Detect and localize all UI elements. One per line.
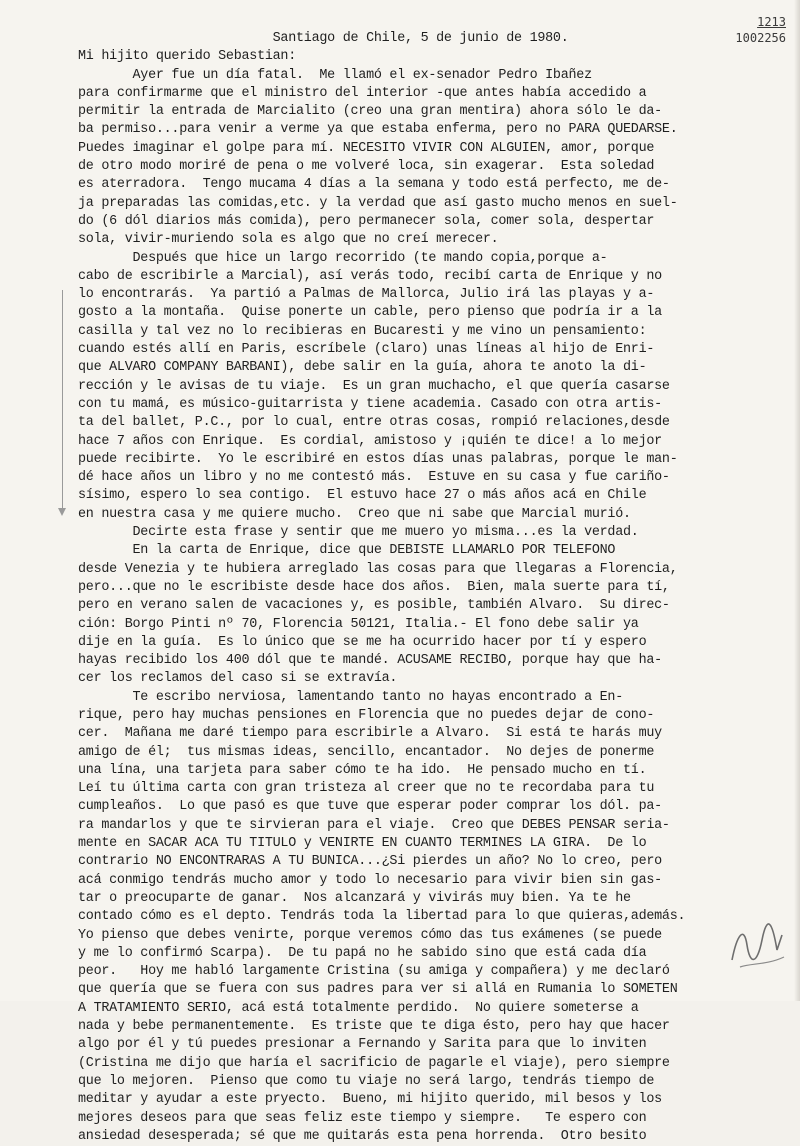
letter-line: rección y le avisas de tu viaje. Es un gran muchacho, el que quería casarse xyxy=(78,378,670,394)
archive-ref-top: 1213 xyxy=(757,15,786,29)
letter-line: Puedes imaginar el golpe para mí. NECESITO VIVIR CON ALGUIEN, amor, porque xyxy=(78,140,655,156)
letter-line: Leí tu última carta con gran tristeza al creer que no te recordaba para tu xyxy=(78,781,655,797)
letter-line: ta del ballet, P.C., por lo cual, entre otras cosas, rompió relaciones,desde xyxy=(78,415,670,431)
letter-line: A TRATAMIENTO SERIO, acá está totalmente perdido. No quiere someterse a xyxy=(78,1000,639,1016)
handwritten-signature xyxy=(722,905,792,975)
letter-line: pero...que no le escribiste desde hace dos años. Bien, mala suerte para tí, xyxy=(78,579,670,595)
letter-line: una lína, una tarjeta para saber cómo te ha ido. He pensado mucho en tí. xyxy=(78,762,647,778)
letter-line: Santiago de Chile, 5 de junio de 1980. xyxy=(78,31,569,46)
letter-line: ja preparadas las comidas,etc. y la verdad que así gasto mucho menos en suel- xyxy=(78,195,678,211)
letter-line: casilla y tal vez no lo recibieras en Bucaresti y me vino un pensamiento: xyxy=(78,323,647,339)
letter-line: cabo de escribirle a Marcial), así verás todo, recibí carta de Enrique y no xyxy=(78,268,662,284)
letter-line: en nuestra casa y me quiere mucho. Creo que ni sabe que Marcial murió. xyxy=(78,506,631,522)
letter-line: ra mandarlos y que te sirvieran para el viaje. Creo que DEBES PENSAR seria- xyxy=(78,817,670,833)
letter-line: do (6 dól diarios más comida), pero permanecer sola, comer sola, despertar xyxy=(78,213,655,229)
letter-line: de otro modo moriré de pena o me volveré loca, sin exagerar. Esta soledad xyxy=(78,159,655,175)
letter-line: desde Venezia y te hubiera arreglado las cosas para que llegaras a Florencia, xyxy=(78,561,678,577)
letter-line: Yo pienso que debes venirte, porque veremos cómo das tus exámenes (se puede xyxy=(78,927,662,943)
letter-line: acá conmigo tendrás mucho amor y todo lo necesario para vivir bien sin gas- xyxy=(78,872,662,888)
letter-line: mente en SACAR ACA TU TITULO y VENIRTE EN CUANTO TERMINES LA GIRA. De lo xyxy=(78,836,647,852)
letter-line: mejores deseos para que seas feliz este tiempo y siempre. Te espero con xyxy=(78,1110,647,1126)
letter-line: peor. Hoy me habló largamente Cristina (su amiga y compañera) y me declaró xyxy=(78,964,670,980)
letter-line: Después que hice un largo recorrido (te mando copia,porque a- xyxy=(78,250,608,266)
letter-line: cer los reclamos del caso si se extravía. xyxy=(78,671,398,687)
letter-line: sísimo, espero lo sea contigo. El estuvo hace 27 o más años acá en Chile xyxy=(78,488,647,504)
letter-line: dije en la guía. Es lo único que se me ha ocurrido hacer por tí y espero xyxy=(78,634,647,650)
letter-line: algo por él y tú puedes presionar a Fernando y Sarita para que lo inviten xyxy=(78,1037,647,1053)
letter-line: lo encontrarás. Ya partió a Palmas de Mallorca, Julio irá las playas y a- xyxy=(78,287,655,303)
letter-line: sola, vivir-muriendo sola es algo que no creí merecer. xyxy=(78,232,499,248)
page-edge-shadow xyxy=(794,0,800,1001)
letter-line: gosto a la montaña. Quise ponerte un cable, pero pienso que podría ir a la xyxy=(78,305,662,321)
letter-line: es aterradora. Tengo mucama 4 días a la semana y todo está perfecto, me de- xyxy=(78,177,670,193)
letter-line: para confirmarme que el ministro del interior -que antes había accedido a xyxy=(78,85,647,101)
letter-line: cuando estés allí en Paris, escríbele (claro) unas líneas al hijo de Enri- xyxy=(78,342,655,358)
letter-line: que ALVARO COMPANY BARBANI), debe salir en la guía, ahora te anoto la di- xyxy=(78,360,647,376)
letter-line: En la carta de Enrique, dice que DEBISTE LLAMARLO POR TELEFONO xyxy=(78,543,616,559)
letter-line: contado cómo es el depto. Tendrás toda la libertad para lo que quieras,además. xyxy=(78,909,686,925)
letter-line: dé hace años un libro y no me contestó más. Estuve en su casa y fue cariño- xyxy=(78,470,670,486)
letter-line: con tu mamá, es músico-guitarrista y tiene academia. Casado con otra artis- xyxy=(78,396,662,412)
letter-line: puede recibirte. Yo le escribiré en estos días unas palabras, porque le man- xyxy=(78,451,678,467)
letter-line: cumpleaños. Lo que pasó es que tuve que esperar poder comprar los dól. pa- xyxy=(78,799,662,815)
letter-line: pero en verano salen de vacaciones y, es posible, también Alvaro. Su direc- xyxy=(78,598,670,614)
letter-line: amigo de él; tus mismas ideas, sencillo, encantador. No dejes de ponerme xyxy=(78,744,655,760)
letter-line: nada y bebe permanentemente. Es triste que te diga ésto, pero hay que hacer xyxy=(78,1019,670,1035)
letter-line: ción: Borgo Pinti nº 70, Florencia 50121, Italia.- El fono debe salir ya xyxy=(78,616,639,632)
letter-line: Decirte esta frase y sentir que me muero yo misma...es la verdad. xyxy=(78,525,639,541)
letter-line: Mi hijito querido Sebastian: xyxy=(78,49,296,65)
letter-line: Te escribo nerviosa, lamentando tanto no hayas encontrado a En- xyxy=(78,689,623,705)
letter-line: ansiedad desesperada; sé que me quitarás esta pena horrenda. Otro besito xyxy=(78,1128,647,1144)
letter-line: que lo mejoren. Pienso que como tu viaje no será largo, tendrás tiempo de xyxy=(78,1073,655,1089)
letter-body xyxy=(78,30,788,1146)
letter-line: ba permiso...para venir a verme ya que estaba enferma, pero no PARA QUEDARSE. xyxy=(78,122,678,138)
letter-line: permitir la entrada de Marcialito (creo una gran mentira) ahora sólo le da- xyxy=(78,104,662,120)
margin-arrow-mark xyxy=(62,290,63,510)
letter-line: contrario NO ENCONTRARAS A TU BUNICA...¿Si pierdes un año? No lo creo, pero xyxy=(78,854,662,870)
letter-line: meditar y ayudar a este pryecto. Bueno, mi hijito querido, mil besos y los xyxy=(78,1092,662,1108)
archive-ref-bottom: 1002256 xyxy=(735,31,786,45)
letter-line: hace 7 años con Enrique. Es cordial, amistoso y ¡quién te dice! a lo mejor xyxy=(78,433,662,449)
letter-line: hayas recibido los 400 dól que te mandé. ACUSAME RECIBO, porque hay que ha- xyxy=(78,653,662,669)
letter-line: tar o preocuparte de ganar. Nos alcanzará y vivirás muy bien. Ya te he xyxy=(78,890,631,906)
letter-line: que quería que se fuera con sus padres para ver si allá en Rumania lo SOMETEN xyxy=(78,982,678,998)
letter-line: rique, pero hay muchas pensiones en Florencia que no puedes dejar de cono- xyxy=(78,707,655,723)
letter-line: y me lo confirmó Scarpa). De tu papá no he sabido sino que está cada día xyxy=(78,945,647,961)
letter-line: cer. Mañana me daré tiempo para escribirle a Alvaro. Si está te harás muy xyxy=(78,726,662,742)
letter-line: (Cristina me dijo que haría el sacrificio de pagarle el viaje), pero siempre xyxy=(78,1055,670,1071)
letter-line: Ayer fue un día fatal. Me llamó el ex-senador Pedro Ibañez xyxy=(78,67,592,83)
